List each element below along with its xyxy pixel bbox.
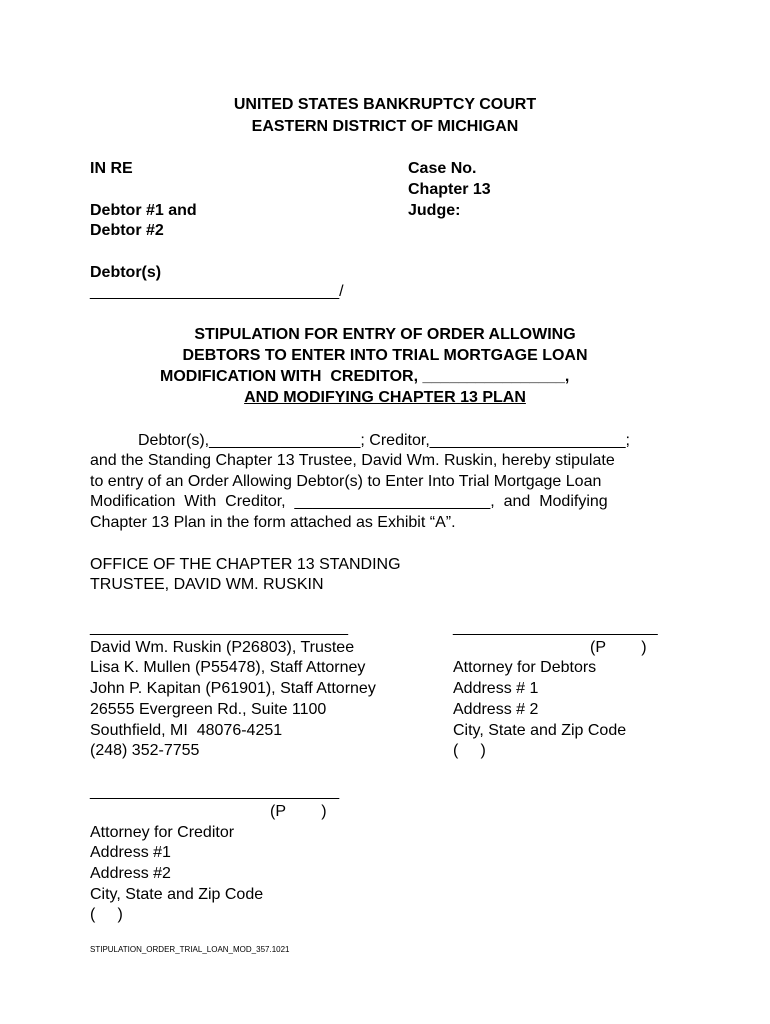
chapter-label: Chapter 13 xyxy=(408,181,491,198)
title-line-3: MODIFICATION WITH CREDITOR, ________________, xyxy=(160,368,570,385)
in-re-label: IN RE xyxy=(90,160,133,177)
body-line-2: and the Standing Chapter 13 Trustee, David Wm. Ruskin, hereby stipulate xyxy=(90,452,615,469)
body-line-5: Chapter 13 Plan in the form attached as Exhibit “A”. xyxy=(90,514,456,531)
title-line-2: DEBTORS TO ENTER INTO TRIAL MORTGAGE LOAN xyxy=(182,347,588,364)
creditor-attorney-p-number: (P ) xyxy=(270,803,327,820)
court-name: UNITED STATES BANKRUPTCY COURT xyxy=(233,96,537,113)
office-line-1: OFFICE OF THE CHAPTER 13 STANDING xyxy=(90,556,401,573)
staff-attorney-2: John P. Kapitan (P61901), Staff Attorney xyxy=(90,680,376,697)
debtor-attorney-city: City, State and Zip Code xyxy=(453,722,627,739)
trustee-phone: (248) 352-7755 xyxy=(90,742,200,759)
creditor-attorney-city: City, State and Zip Code xyxy=(90,886,264,903)
court-district: EASTERN DISTRICT OF MICHIGAN xyxy=(251,118,519,135)
debtor-1: Debtor #1 and xyxy=(90,202,197,219)
debtor-attorney-signature-line: _______________________ xyxy=(453,619,658,636)
creditor-attorney-address-1: Address #1 xyxy=(90,844,171,861)
body-line-1: Debtor(s),_________________; Creditor,______________________; xyxy=(138,432,630,449)
form-footer-code: STIPULATION_ORDER_TRIAL_LOAN_MOD_357.1021 xyxy=(90,945,290,954)
trustee-address: 26555 Evergreen Rd., Suite 1100 xyxy=(90,701,327,718)
debtor-attorney-p-number: (P ) xyxy=(590,639,647,656)
title-line-4: AND MODIFYING CHAPTER 13 PLAN xyxy=(244,389,526,406)
body-line-4: Modification With Creditor, ______________________, and Modifying xyxy=(90,493,608,510)
office-line-2: TRUSTEE, DAVID WM. RUSKIN xyxy=(90,576,324,593)
trustee-signature-line: _____________________________ xyxy=(90,619,349,636)
caption-rule: ____________________________/ xyxy=(90,283,344,300)
trustee-name: David Wm. Ruskin (P26803), Trustee xyxy=(90,639,355,656)
title-line-1: STIPULATION FOR ENTRY OF ORDER ALLOWING xyxy=(194,326,576,343)
debtor-2: Debtor #2 xyxy=(90,222,164,239)
creditor-attorney-role: Attorney for Creditor xyxy=(90,824,235,841)
trustee-city: Southfield, MI 48076-4251 xyxy=(90,722,283,739)
debtor-attorney-role: Attorney for Debtors xyxy=(453,659,597,676)
judge-label: Judge: xyxy=(408,202,461,219)
debtor-attorney-address-2: Address # 2 xyxy=(453,701,539,718)
creditor-attorney-signature-line: ____________________________ xyxy=(90,783,340,800)
staff-attorney-1: Lisa K. Mullen (P55478), Staff Attorney xyxy=(90,659,366,676)
body-line-3: to entry of an Order Allowing Debtor(s) to Enter Into Trial Mortgage Loan xyxy=(90,473,602,490)
debtors-label: Debtor(s) xyxy=(90,264,162,281)
creditor-attorney-phone: ( ) xyxy=(90,906,123,923)
case-number-label: Case No. xyxy=(408,160,477,177)
debtor-attorney-phone: ( ) xyxy=(453,742,486,759)
debtor-attorney-address-1: Address # 1 xyxy=(453,680,539,697)
creditor-attorney-address-2: Address #2 xyxy=(90,865,171,882)
